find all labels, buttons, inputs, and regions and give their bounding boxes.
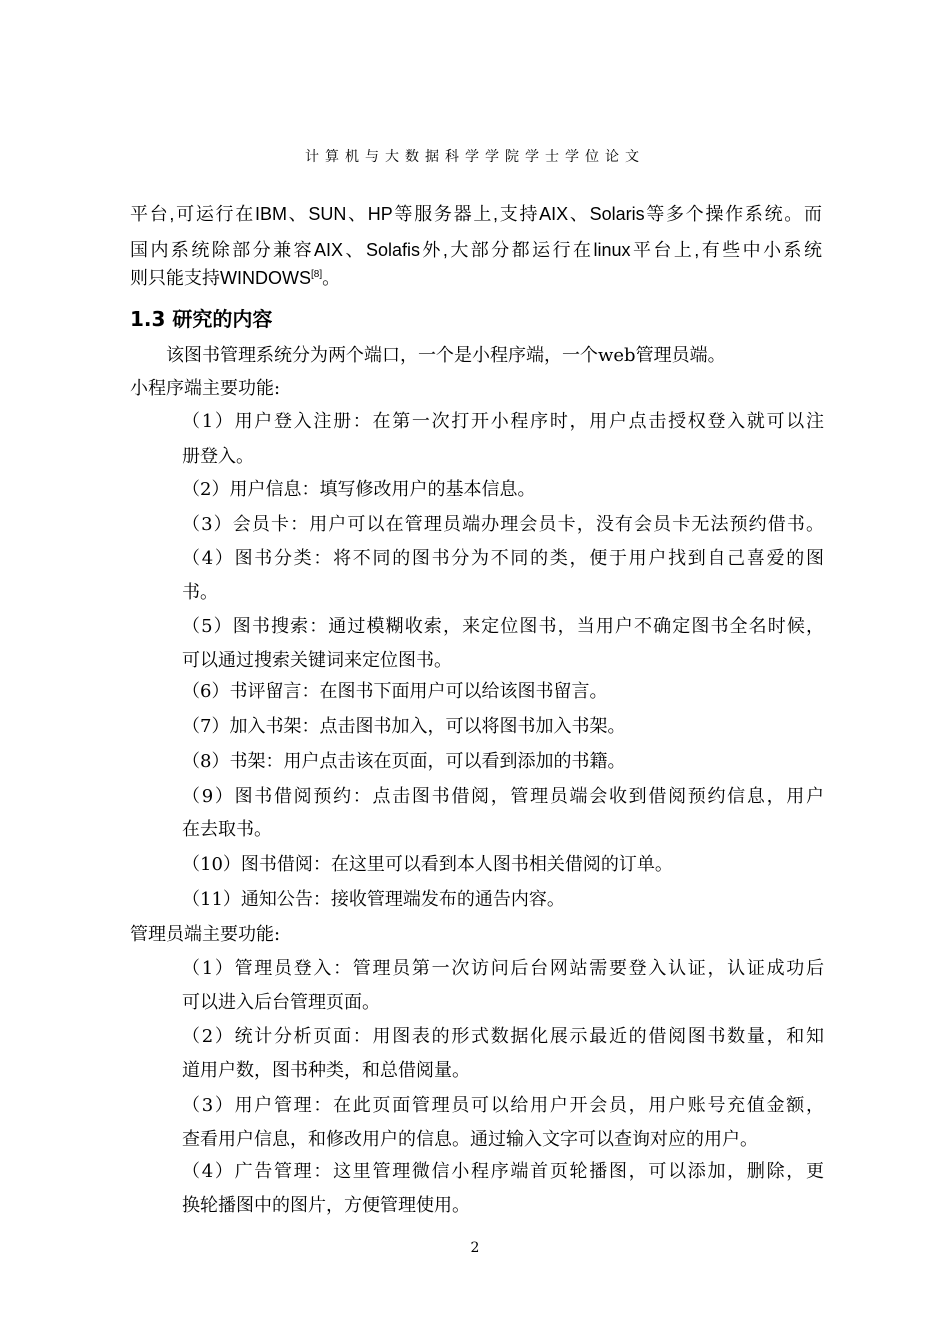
list-item-cont: 在去取书。 xyxy=(182,819,272,840)
list-item: （2）统计分析页面：用图表的形式数据化展示最近的借阅图书数量，和知 xyxy=(182,1026,824,1047)
running-header: 计算机与大数据科学学院学士学位论文 xyxy=(305,149,645,165)
list-item: （9）图书借阅预约：点击图书借阅，管理员端会收到借阅预约信息，用户 xyxy=(182,786,824,807)
list-item: （4）图书分类：将不同的图书分为不同的类，便于用户找到自己喜爱的图 xyxy=(182,548,824,569)
list-item: （4）广告管理：这里管理微信小程序端首页轮播图，可以添加，删除，更 xyxy=(182,1161,824,1182)
list-item-cont: 可以进入后台管理页面。 xyxy=(182,992,380,1013)
intro-line-last xyxy=(130,266,822,290)
list-item: （7）加入书架：点击图书加入，可以将图书加入书架。 xyxy=(182,716,626,737)
section-heading xyxy=(130,307,822,331)
intro-line: 平台,可运行在IBM、SUN、HP等服务器上,支持AIX、Solaris等多个操作系统。而 xyxy=(130,204,822,224)
overview-paragraph: 该图书管理系统分为两个端口，一个是小程序端，一个web管理员端。 xyxy=(166,345,726,366)
admin-heading: 管理员端主要功能: xyxy=(130,924,281,945)
list-item: （1）管理员登入：管理员第一次访问后台网站需要登入认证，认证成功后 xyxy=(182,958,824,979)
list-item-cont: 可以通过搜索关键词来定位图书。 xyxy=(182,650,452,671)
list-item: （6）书评留言：在图书下面用户可以给该图书留言。 xyxy=(182,681,608,702)
list-item: （10）图书借阅：在这里可以看到本人图书相关借阅的订单。 xyxy=(182,854,673,875)
intro-end: 。 xyxy=(322,268,341,288)
list-item-cont: 书。 xyxy=(182,582,218,603)
intro-line: 国内系统除部分兼容AIX、Solafis外,大部分都运行在linux平台上,有些中小系统 xyxy=(130,240,822,260)
list-item-cont: 册登入。 xyxy=(182,446,254,467)
citation[interactable]: [8] xyxy=(310,269,323,280)
list-item-cont: 查看用户信息，和修改用户的信息。通过输入文字可以查询对应的用户。 xyxy=(182,1129,758,1150)
section-number: 1.3 xyxy=(130,307,166,331)
list-item: （1）用户登入注册：在第一次打开小程序时，用户点击授权登入就可以注 xyxy=(182,411,824,432)
list-item: （8）书架：用户点击该在页面，可以看到添加的书籍。 xyxy=(182,751,626,772)
list-item: （3）用户管理：在此页面管理员可以给用户开会员，用户账号充值金额， xyxy=(182,1095,824,1116)
list-item-cont: 道用户数，图书种类，和总借阅量。 xyxy=(182,1060,470,1081)
list-item: （2）用户信息：填写修改用户的基本信息。 xyxy=(182,479,536,500)
list-item-cont: 换轮播图中的图片，方便管理使用。 xyxy=(182,1195,470,1216)
list-item: （5）图书搜索：通过模糊收索，来定位图书，当用户不确定图书全名时候， xyxy=(182,616,824,637)
list-item: （3）会员卡：用户可以在管理员端办理会员卡，没有会员卡无法预约借书。 xyxy=(182,514,824,535)
section-title: 研究的内容 xyxy=(172,307,273,331)
intro-text: 则只能支持WINDOWS xyxy=(130,268,311,288)
list-item: （11）通知公告：接收管理端发布的通告内容。 xyxy=(182,889,565,910)
page-number: 2 xyxy=(470,1240,480,1256)
mini-program-heading: 小程序端主要功能: xyxy=(130,378,281,399)
